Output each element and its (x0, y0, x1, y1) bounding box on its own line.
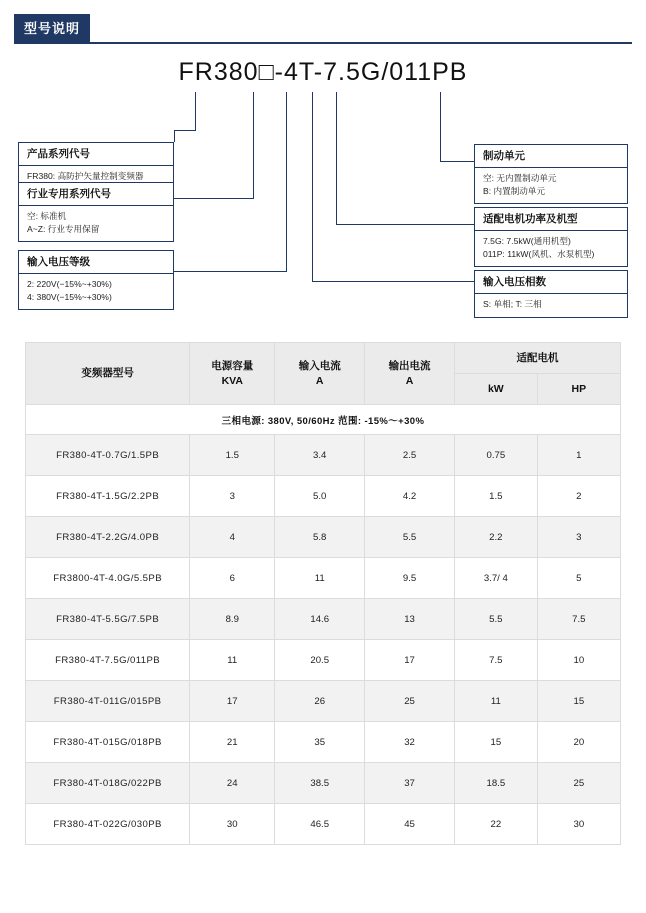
table-row (26, 558, 621, 599)
leader-line (440, 108, 441, 161)
cell-model: FR380-4T-018G/022PB (26, 763, 190, 804)
cell-output-current: 2.5 (365, 435, 455, 476)
cell-kw: 11 (454, 681, 537, 722)
spec-table (25, 342, 621, 845)
cell-kva: 1.5 (190, 435, 275, 476)
col-header-kva-line2: KVA (221, 374, 243, 387)
col-header-output-current-line2: A (405, 374, 414, 387)
leader-line (286, 92, 287, 108)
cell-input-current: 5.8 (275, 517, 365, 558)
callout-title: 制动单元 (475, 150, 627, 168)
leader-line (174, 271, 287, 272)
cell-input-current: 14.6 (275, 599, 365, 640)
cell-hp: 1 (537, 435, 620, 476)
col-header-kva (190, 343, 275, 405)
leader-line (195, 108, 196, 130)
callout-title: 输入电压等级 (19, 256, 173, 274)
cell-kw: 1.5 (454, 476, 537, 517)
leader-line (174, 130, 175, 142)
cell-output-current: 45 (365, 804, 455, 845)
leader-line (336, 224, 474, 225)
cell-input-current: 20.5 (275, 640, 365, 681)
cell-output-current: 9.5 (365, 558, 455, 599)
col-header-input-current-line1: 输入电流 (298, 360, 341, 373)
leader-line (440, 161, 474, 162)
callout-title: 适配电机功率及机型 (475, 213, 627, 231)
leader-line (174, 198, 254, 199)
leader-line (336, 108, 337, 224)
spec-table-wrapper (25, 342, 621, 845)
callout-line: 7.5G: 7.5kW(通用机型) (483, 236, 571, 247)
cell-input-current: 3.4 (275, 435, 365, 476)
col-header-motor-group: 适配电机 (454, 343, 620, 374)
section-header (14, 14, 632, 44)
col-header-kva-line1: 电源容量 (211, 360, 254, 373)
cell-output-current: 5.5 (365, 517, 455, 558)
cell-kw: 5.5 (454, 599, 537, 640)
cell-kw: 2.2 (454, 517, 537, 558)
model-code-text: FR380□-4T-7.5G/011PB (178, 58, 468, 86)
cell-kva: 17 (190, 681, 275, 722)
cell-model: FR380-4T-0.7G/1.5PB (26, 435, 190, 476)
table-note-row (26, 405, 621, 435)
cell-model: FR3800-4T-4.0G/5.5PB (26, 558, 190, 599)
col-header-kw: kW (454, 374, 537, 405)
leader-line (312, 281, 474, 282)
callout-title: 产品系列代号 (19, 148, 173, 166)
callout-brake-unit (474, 144, 628, 204)
cell-model: FR380-4T-1.5G/2.2PB (26, 476, 190, 517)
cell-kva: 21 (190, 722, 275, 763)
leader-line (174, 130, 196, 131)
leader-line (253, 108, 254, 198)
table-head (26, 343, 621, 405)
callout-title: 输入电压相数 (475, 276, 627, 294)
cell-hp: 25 (537, 763, 620, 804)
callout-line: 2: 220V(−15%~+30%) (27, 279, 112, 290)
table-row (26, 435, 621, 476)
cell-hp: 2 (537, 476, 620, 517)
table-header-row (26, 343, 621, 374)
cell-output-current: 37 (365, 763, 455, 804)
cell-hp: 5 (537, 558, 620, 599)
cell-kva: 8.9 (190, 599, 275, 640)
cell-input-current: 38.5 (275, 763, 365, 804)
leader-line (312, 108, 313, 281)
cell-hp: 30 (537, 804, 620, 845)
cell-kw: 0.75 (454, 435, 537, 476)
callout-input-voltage-class (18, 250, 174, 310)
col-header-model: 变频器型号 (26, 343, 190, 405)
table-row (26, 599, 621, 640)
cell-model: FR380-4T-022G/030PB (26, 804, 190, 845)
table-row (26, 722, 621, 763)
cell-kw: 22 (454, 804, 537, 845)
cell-input-current: 35 (275, 722, 365, 763)
cell-model: FR380-4T-2.2G/4.0PB (26, 517, 190, 558)
cell-output-current: 32 (365, 722, 455, 763)
cell-model: FR380-4T-011G/015PB (26, 681, 190, 722)
cell-kva: 24 (190, 763, 275, 804)
col-header-hp: HP (537, 374, 620, 405)
cell-input-current: 26 (275, 681, 365, 722)
callout-industry-series (18, 182, 174, 242)
leader-line (312, 92, 313, 108)
cell-kw: 7.5 (454, 640, 537, 681)
callout-line: 空: 无内置制动单元 (483, 173, 557, 184)
model-code-diagram (0, 46, 646, 316)
col-header-input-current-line2: A (315, 374, 324, 387)
cell-output-current: 13 (365, 599, 455, 640)
table-note: 三相电源: 380V, 50/60Hz 范围: -15%～+30% (26, 405, 621, 435)
cell-hp: 10 (537, 640, 620, 681)
callout-line: B: 内置制动单元 (483, 185, 546, 196)
cell-hp: 7.5 (537, 599, 620, 640)
cell-model: FR380-4T-015G/018PB (26, 722, 190, 763)
callout-line: 空: 标准机 (27, 211, 67, 222)
cell-kva: 6 (190, 558, 275, 599)
cell-output-current: 4.2 (365, 476, 455, 517)
cell-kva: 3 (190, 476, 275, 517)
callout-line: S: 单相; T: 三相 (483, 299, 542, 310)
cell-input-current: 5.0 (275, 476, 365, 517)
col-header-output-current-line1: 输出电流 (388, 360, 431, 373)
cell-kw: 3.7/ 4 (454, 558, 537, 599)
cell-hp: 20 (537, 722, 620, 763)
page-title: 型号说明 (14, 14, 90, 42)
callout-line: A~Z: 行业专用保留 (27, 223, 100, 234)
cell-input-current: 46.5 (275, 804, 365, 845)
callout-input-phase-count (474, 270, 628, 318)
cell-kva: 30 (190, 804, 275, 845)
callout-motor-power-type (474, 207, 628, 267)
cell-input-current: 11 (275, 558, 365, 599)
cell-kva: 4 (190, 517, 275, 558)
cell-hp: 15 (537, 681, 620, 722)
cell-model: FR380-4T-5.5G/7.5PB (26, 599, 190, 640)
leader-line (195, 92, 196, 108)
cell-kw: 18.5 (454, 763, 537, 804)
table-row (26, 640, 621, 681)
leader-line (336, 92, 337, 108)
leader-line (253, 92, 254, 108)
cell-model: FR380-4T-7.5G/011PB (26, 640, 190, 681)
cell-hp: 3 (537, 517, 620, 558)
cell-output-current: 17 (365, 640, 455, 681)
callout-line: FR380: 高防护矢量控制变频器 (27, 171, 144, 182)
table-row (26, 681, 621, 722)
cell-output-current: 25 (365, 681, 455, 722)
table-row (26, 804, 621, 845)
table-row (26, 517, 621, 558)
callout-title: 行业专用系列代号 (19, 188, 173, 206)
table-row (26, 763, 621, 804)
header-divider (14, 42, 632, 44)
callout-line: 011P: 11kW(风机、水泵机型) (483, 248, 595, 259)
table-row (26, 476, 621, 517)
callout-line: 4: 380V(−15%~+30%) (27, 291, 112, 302)
leader-line (286, 108, 287, 271)
leader-line (440, 92, 441, 108)
col-header-output-current (365, 343, 455, 405)
col-header-input-current (275, 343, 365, 405)
cell-kw: 15 (454, 722, 537, 763)
cell-kva: 11 (190, 640, 275, 681)
table-body (26, 405, 621, 845)
